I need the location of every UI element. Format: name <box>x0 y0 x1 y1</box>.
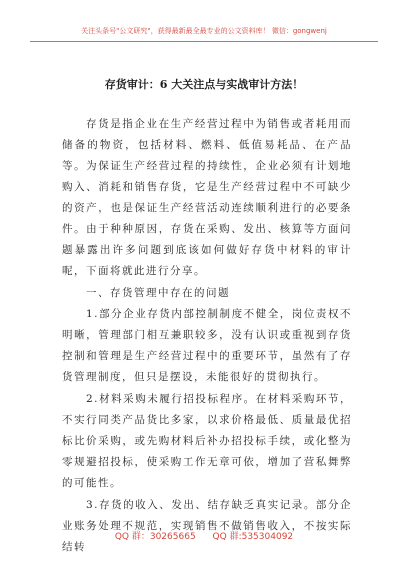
document-title: 存货审计：6 大关注点与实战审计方法！ <box>104 78 304 91</box>
footer-contacts <box>30 530 378 544</box>
qq-group-2: QQ 群:535304092 <box>212 532 294 542</box>
point-paragraph-1: 1.部分企业存货内部控制制度不健全，岗位责权不明晰，管理部门相互兼职较多，没有认识或重视到存货控制和管理是生产经营过程中的重要环节，虽然有了存货管理制度，但只是摆设，未能很好的贯彻执行。 <box>62 308 352 383</box>
qq-group-1: QQ 群：30265665 <box>114 532 196 542</box>
point-paragraph-2: 2.材料采购未履行招投标程序。在材料采购环节，不实行同类产品货比多家，以求价格最低、质量最优招标比价采购，或先购材料后补办招投标手续，或化整为零规避招投标，使采购工作无章可依，增加了营私舞弊的可能性。 <box>62 393 352 489</box>
section-heading: 一、存货管理中存在的问题 <box>86 287 230 299</box>
document-body <box>62 114 352 558</box>
header-banner: 关注头条号"公文研究"，获得最新最全最专业的公文资料库！ 微信：gongwenj <box>30 21 378 42</box>
point-paragraph-3: 3.存货的收入、发出、结存缺乏真实记录。部分企业账务处理不规范，实现销售不做销售收入，不按实际结转 <box>62 499 352 553</box>
intro-paragraph: 存货是指企业在生产经营过程中为销售或者耗用而储备的物资，包括材料、燃料、低值易耗品、在产品等。为保证生产经营过程的持续性，企业必须有计划地购入、消耗和销售存货，它是生产经营过程中不可缺少的资产，也是保证生产经营活动连续顺利进行的必要条件。由于种种原因，存货在采购、发出、核算等方面问题暴露出许多问题到底该如何做好存货中材料的审计呢，下面将就此进行分享。 <box>62 118 352 277</box>
